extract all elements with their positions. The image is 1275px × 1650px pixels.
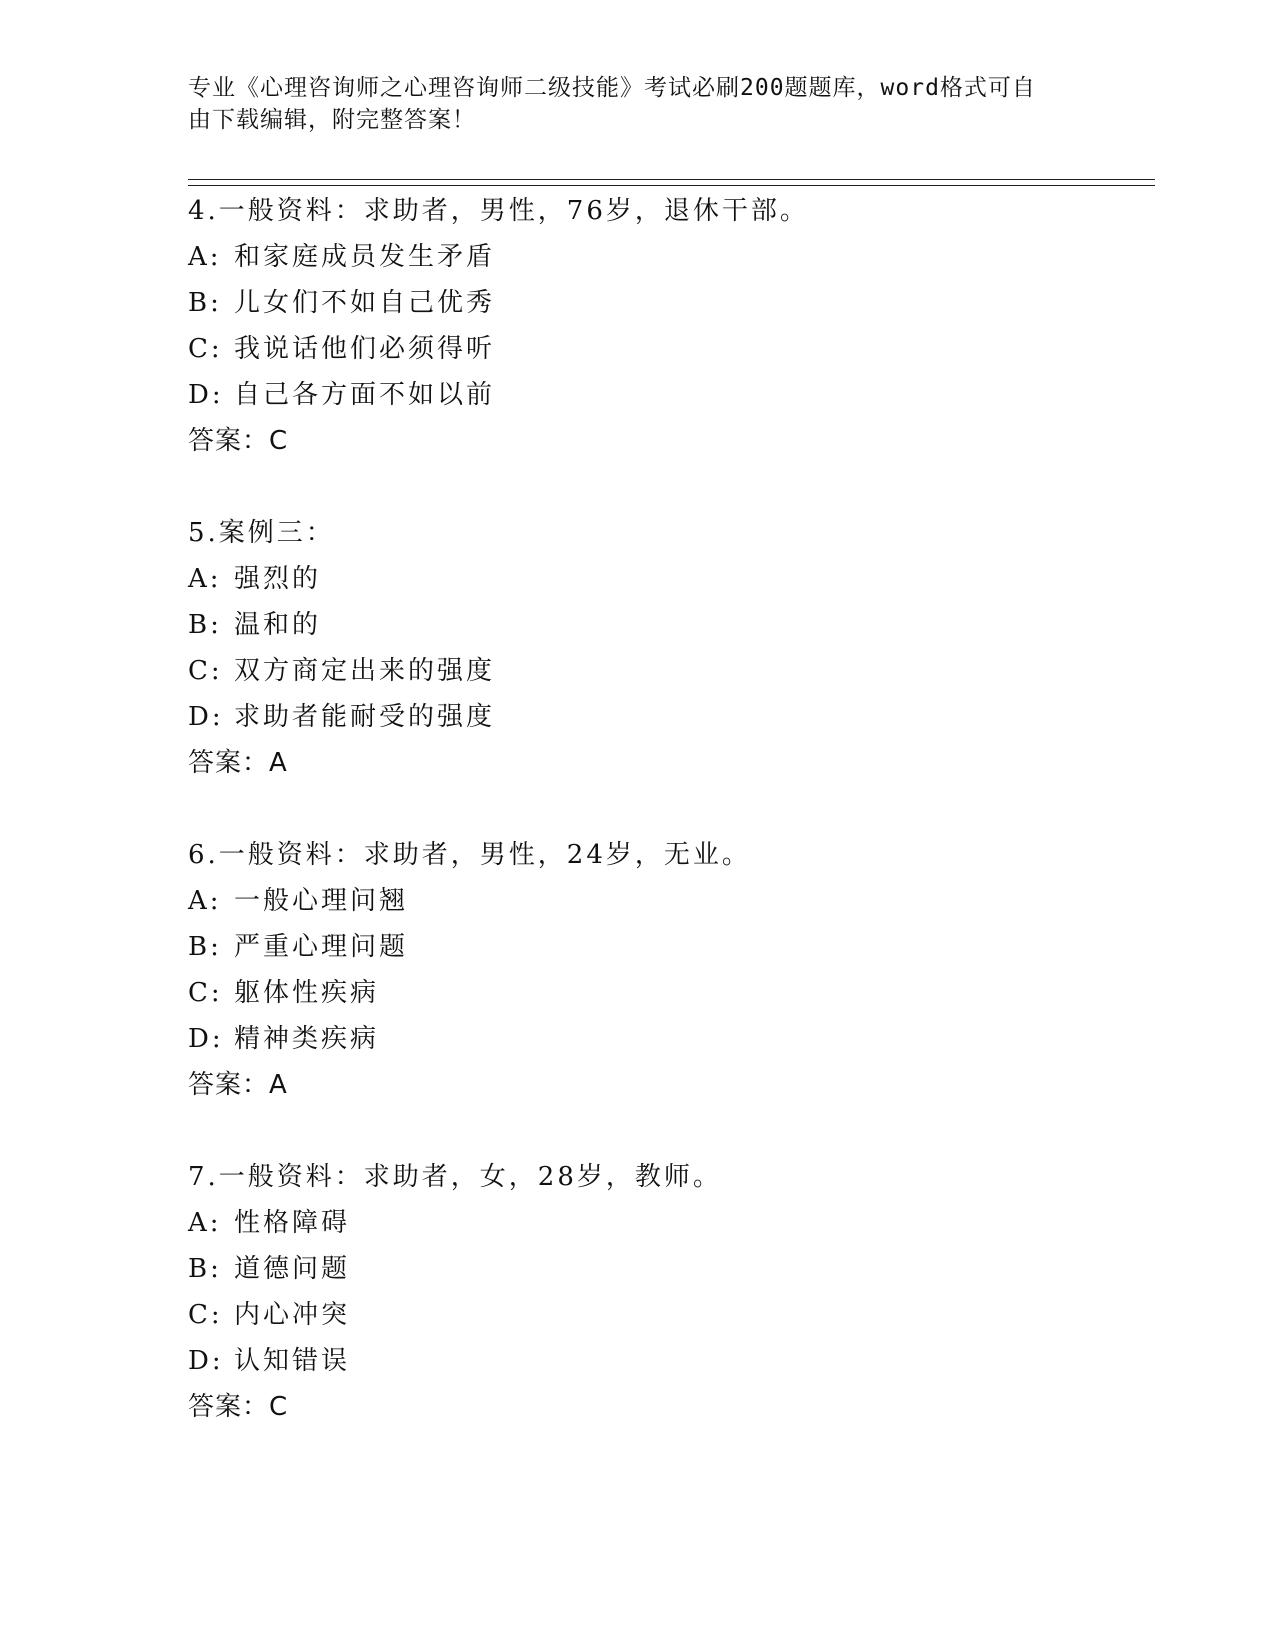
option-d: [188, 694, 1138, 740]
option-text: 我说话他们必须得听: [234, 334, 496, 364]
question-item: [188, 1154, 1138, 1430]
option-a: [188, 556, 1138, 602]
option-text: 认知错误: [234, 1346, 351, 1376]
option-text: 和家庭成员发生矛盾: [234, 242, 496, 272]
option-letter: A:: [188, 1208, 222, 1238]
question-stem: 4.一般资料：求助者，男性，76岁，退休干部。: [188, 196, 809, 226]
question-stem: 6.一般资料：求助者，男性，24岁，无业。: [188, 840, 751, 870]
option-text: 自己各方面不如以前: [234, 380, 496, 410]
option-a: [188, 1200, 1138, 1246]
option-text: 求助者能耐受的强度: [234, 702, 496, 732]
option-b: [188, 280, 1138, 326]
question-item: [188, 832, 1138, 1108]
option-c: [188, 1292, 1138, 1338]
document-header: [188, 72, 1088, 136]
option-letter: B:: [188, 932, 222, 962]
option-letter: A:: [188, 242, 222, 272]
question-list: [188, 188, 1138, 1476]
question-stem: 7.一般资料：求助者，女，28岁，教师。: [188, 1162, 722, 1192]
option-text: 精神类疾病: [234, 1024, 380, 1054]
option-d: [188, 1016, 1138, 1062]
option-text: 强烈的: [234, 564, 322, 594]
option-a: [188, 234, 1138, 280]
option-text: 内心冲突: [234, 1300, 351, 1330]
option-text: 严重心理问题: [234, 932, 409, 962]
option-text: 儿女们不如自己优秀: [234, 288, 496, 318]
option-letter: A:: [188, 886, 222, 916]
option-c: [188, 326, 1138, 372]
option-letter: C:: [188, 656, 223, 686]
header-divider-top: [188, 179, 1155, 180]
answer-line: 答案：A: [188, 748, 288, 778]
option-letter: D:: [188, 380, 224, 410]
option-text: 性格障碍: [234, 1208, 351, 1238]
option-d: [188, 1338, 1138, 1384]
option-a: [188, 878, 1138, 924]
option-text: 躯体性疾病: [234, 978, 380, 1008]
option-letter: C:: [188, 978, 223, 1008]
option-letter: A:: [188, 564, 222, 594]
option-c: [188, 970, 1138, 1016]
header-divider-bottom: [188, 185, 1155, 186]
option-text: 温和的: [234, 610, 322, 640]
option-letter: C:: [188, 334, 223, 364]
question-stem: 5.案例三：: [188, 518, 335, 548]
option-letter: D:: [188, 1346, 224, 1376]
option-letter: D:: [188, 702, 224, 732]
option-c: [188, 648, 1138, 694]
answer-line: 答案：C: [188, 426, 289, 456]
header-line-1: 专业《心理咨询师之心理咨询师二级技能》考试必刷200题题库，word格式可自: [188, 75, 1036, 101]
option-letter: B:: [188, 1254, 222, 1284]
option-d: [188, 372, 1138, 418]
option-letter: B:: [188, 610, 222, 640]
question-item: [188, 510, 1138, 786]
option-letter: C:: [188, 1300, 223, 1330]
question-item: [188, 188, 1138, 464]
option-b: [188, 924, 1138, 970]
answer-line: 答案：C: [188, 1392, 289, 1422]
option-text: 一般心理问翘: [234, 886, 409, 916]
option-letter: B:: [188, 288, 222, 318]
option-letter: D:: [188, 1024, 224, 1054]
option-text: 双方商定出来的强度: [234, 656, 496, 686]
answer-line: 答案：A: [188, 1070, 288, 1100]
header-line-2: 由下载编辑，附完整答案！: [188, 107, 476, 133]
option-b: [188, 602, 1138, 648]
option-b: [188, 1246, 1138, 1292]
option-text: 道德问题: [234, 1254, 351, 1284]
